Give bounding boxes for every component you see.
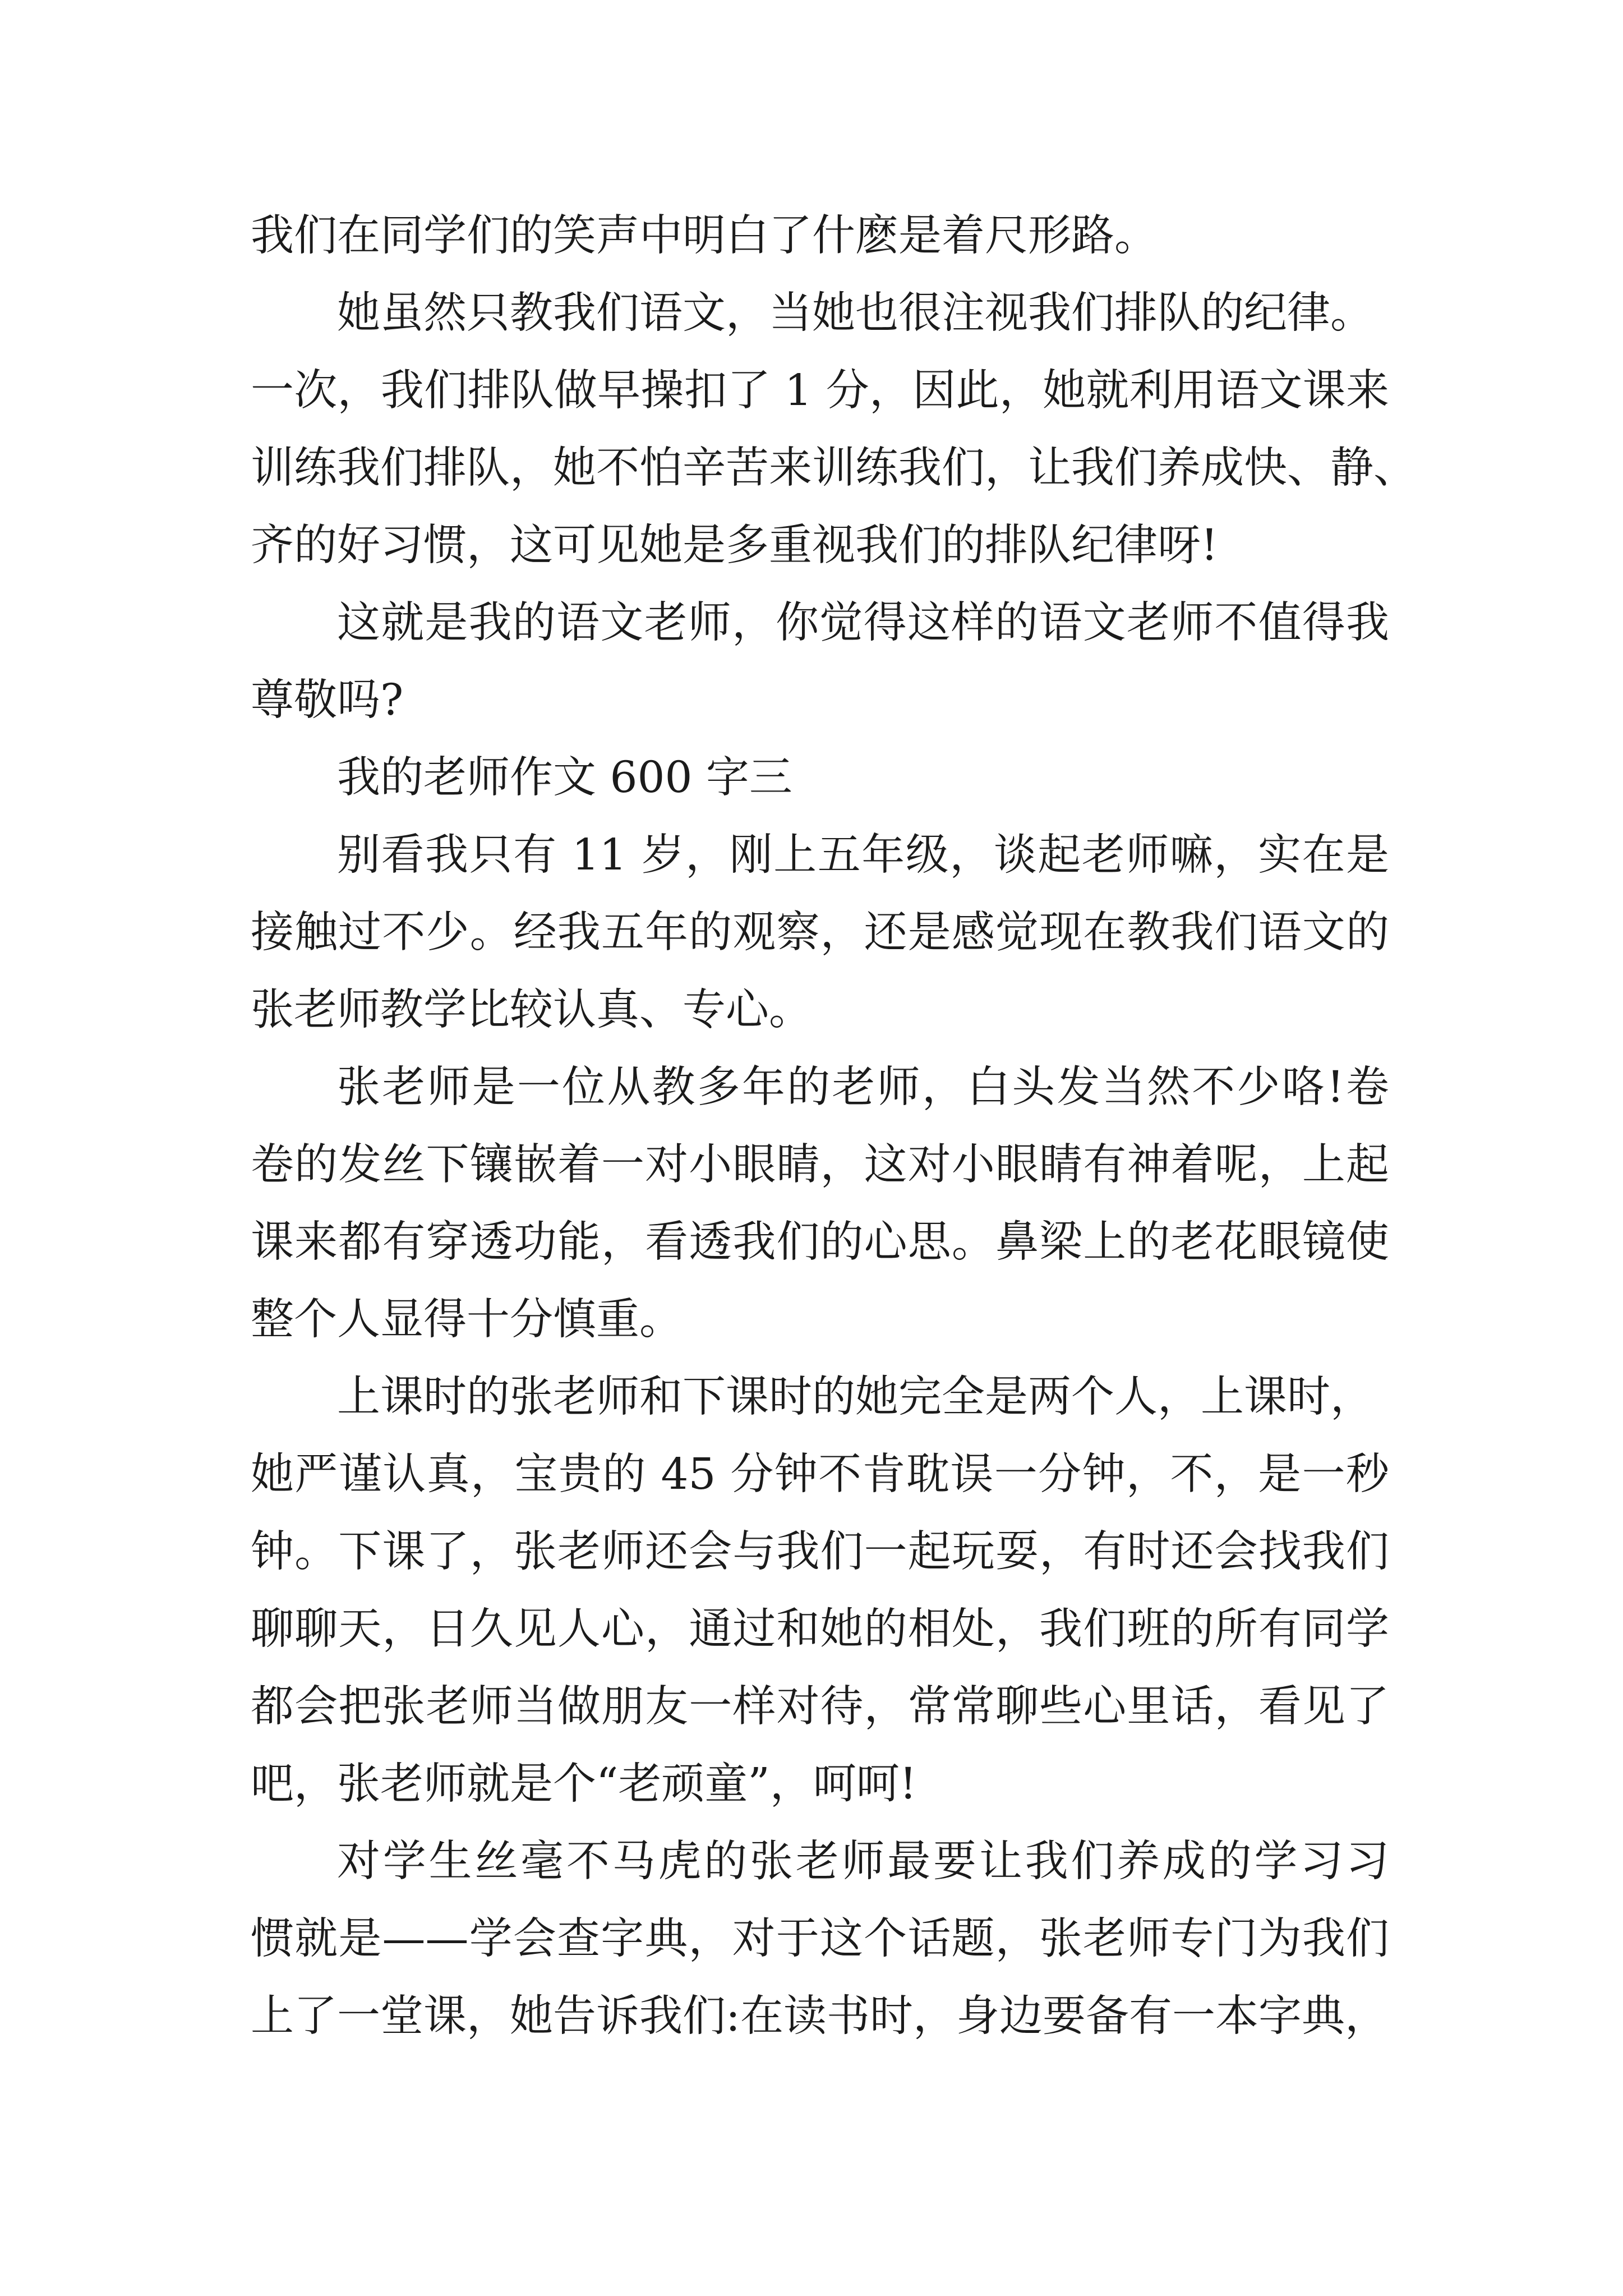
text-line: 吧，张老师就是个“老顽童”，呵呵! (251, 1759, 917, 1809)
text-line: 卷的发丝下镶嵌着一对小眼睛，这对小眼睛有神着呢，上起 (251, 1140, 1389, 1190)
paragraph (251, 1049, 1389, 1359)
text-line: 这就是我的语文老师，你觉得这样的语文老师不值得我 (337, 598, 1389, 648)
section-heading (251, 739, 1389, 817)
text-line: 钟。下课了，张老师还会与我们一起玩耍，有时还会找我们 (251, 1527, 1389, 1577)
text-line: 课来都有穿透功能，看透我们的心思。鼻梁上的老花眼镜使 (251, 1217, 1389, 1267)
text-line: 上了一堂课，她告诉我们:在读书时，身边要备有一本字典， (251, 1991, 1388, 2041)
text-line: 她虽然只教我们语文，当她也很注视我们排队的纪律。 (337, 288, 1373, 338)
text-line: 惯就是——学会查字典，对于这个话题，张老师专门为我们 (251, 1914, 1389, 1964)
text-line: 都会把张老师当做朋友一样对待，常常聊些心里话，看见了 (251, 1682, 1389, 1732)
text-line: 齐的好习惯，这可见她是多重视我们的排队纪律呀! (251, 521, 1218, 570)
text-line: 别看我只有 11 岁，刚上五年级，谈起老师嘛，实在是 (337, 830, 1389, 880)
text-line: 整个人显得十分慎重。 (251, 1295, 683, 1345)
paragraph (251, 275, 1417, 585)
text-line: 张老师教学比较认真、专心。 (251, 985, 812, 1035)
essay-body (251, 197, 1417, 2055)
paragraph (251, 585, 1389, 739)
text-line: 接触过不少。经我五年的观察，还是感觉现在教我们语文的 (251, 908, 1389, 958)
text-line: 对学生丝毫不马虎的张老师最要让我们养成的学习习 (337, 1837, 1389, 1887)
paragraph (251, 1359, 1389, 1823)
text-line: 张老师是一位从教多年的老师，白头发当然不少咯!卷 (337, 1062, 1389, 1112)
text-line: 一次，我们排队做早操扣了 1 分，因此，她就利用语文课来 (251, 366, 1389, 416)
paragraph (251, 817, 1389, 1049)
paragraph (251, 197, 1389, 275)
section-heading-text: 我的老师作文 600 字三 (337, 753, 792, 803)
text-line: 聊聊天，日久见人心，通过和她的相处，我们班的所有同学 (251, 1604, 1389, 1654)
text-line: 尊敬吗? (251, 675, 404, 725)
text-line: 上课时的张老师和下课时的她完全是两个人，上课时， (337, 1372, 1373, 1422)
text-line: 训练我们排队，她不怕辛苦来训练我们，让我们养成快、静、 (251, 443, 1417, 493)
text-line: 她严谨认真，宝贵的 45 分钟不肯耽误一分钟，不，是一秒 (251, 1450, 1389, 1499)
paragraph (251, 1823, 1389, 2055)
text-line: 我们在同学们的笑声中明白了什麽是着尺形路。 (251, 211, 1158, 261)
